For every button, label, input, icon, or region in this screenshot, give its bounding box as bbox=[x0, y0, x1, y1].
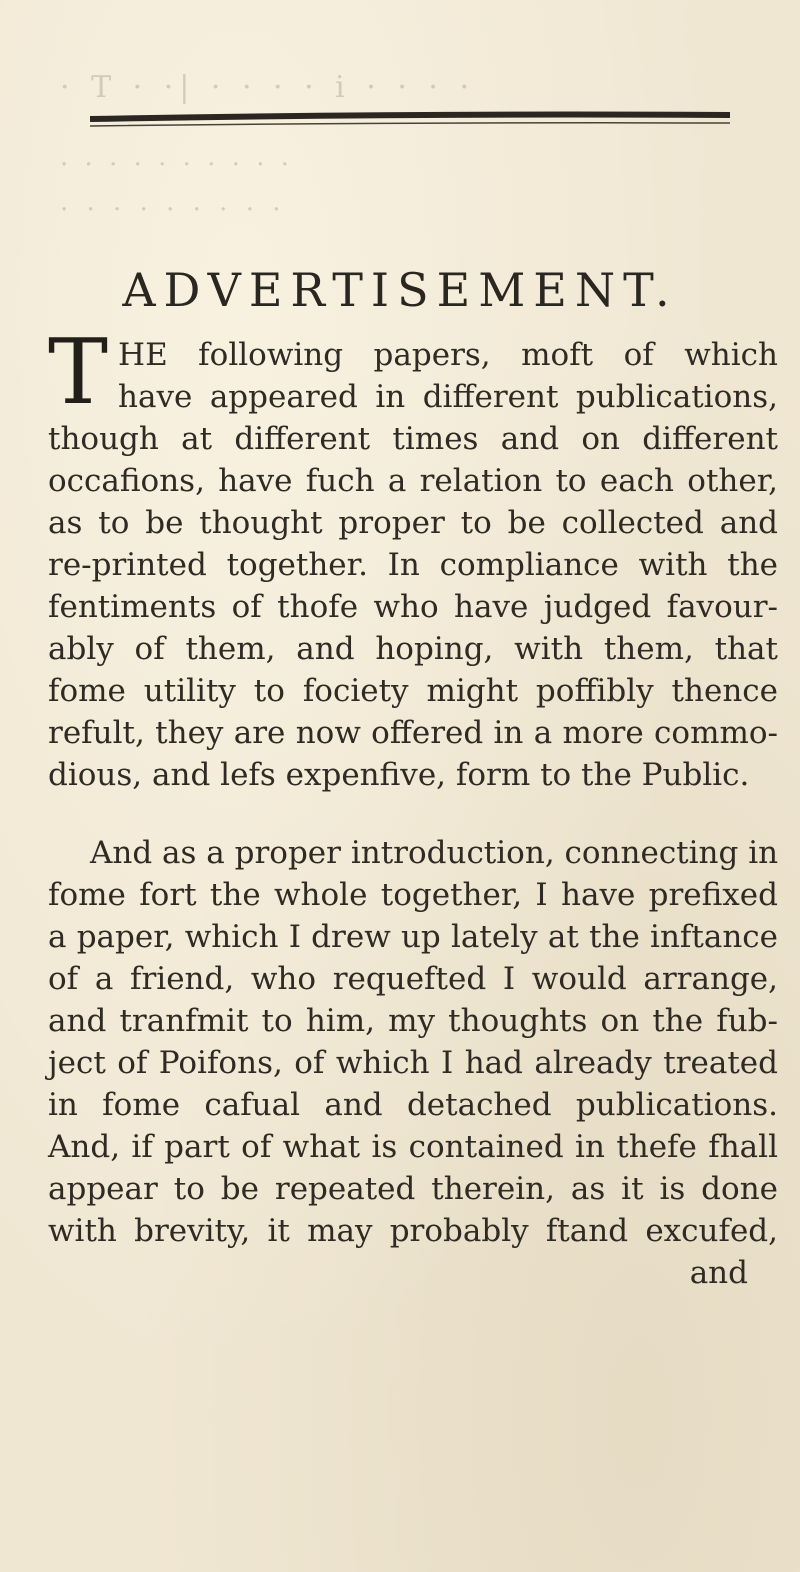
paragraph-1 bbox=[48, 320, 778, 796]
text-line: And, if part of what is contained in thefe fhall bbox=[48, 1129, 778, 1165]
text-line: though at different times and on different bbox=[48, 421, 778, 457]
text-line: re-printed together. In compliance with the bbox=[48, 547, 778, 583]
text-line: have appeared in different publications, bbox=[118, 379, 778, 415]
text-line: occafions, have fuch a relation to each other, bbox=[48, 463, 778, 499]
text-line: with brevity, it may probably ftand excufed, bbox=[48, 1213, 778, 1249]
show-through-text: · · · · · · · · · · bbox=[60, 150, 294, 180]
text-line: ably of them, and hoping, with them, that bbox=[48, 631, 778, 667]
drop-cap: T bbox=[48, 320, 109, 425]
text-line: fome utility to fociety might poffibly thence bbox=[48, 673, 778, 709]
show-through-text: · T · ·| · · · · i · · · · bbox=[60, 70, 476, 105]
text-line: of a friend, who requefted I would arrange, bbox=[48, 961, 778, 997]
text-line: HE following papers, moft of which bbox=[118, 337, 778, 373]
page-heading: ADVERTISEMENT. bbox=[122, 262, 678, 317]
text-line: and tranfmit to him, my thoughts on the fub- bbox=[48, 1003, 778, 1039]
decorative-rule bbox=[90, 110, 730, 132]
text-line: ject of Poifons, of which I had already treated bbox=[48, 1045, 778, 1081]
text-line: And as a proper introduction, connecting in bbox=[90, 835, 779, 871]
text-line: dious, and lefs expenfive, form to the Public. bbox=[48, 757, 750, 793]
text-line: fentiments of thofe who have judged favour- bbox=[48, 589, 778, 625]
text-line: appear to be repeated therein, as it is done bbox=[48, 1171, 778, 1207]
catchword: and bbox=[689, 1255, 748, 1291]
text-line: fome fort the whole together, I have prefixed bbox=[48, 877, 778, 913]
show-through-text: · · · · · · · · · bbox=[60, 195, 286, 225]
text-line: in fome cafual and detached publications. bbox=[48, 1087, 778, 1123]
text-line: refult, they are now offered in a more commo- bbox=[48, 715, 778, 751]
paragraph-2 bbox=[48, 832, 778, 1294]
text-line: as to be thought proper to be collected and bbox=[48, 505, 778, 541]
text-line: a paper, which I drew up lately at the inftance bbox=[48, 919, 778, 955]
